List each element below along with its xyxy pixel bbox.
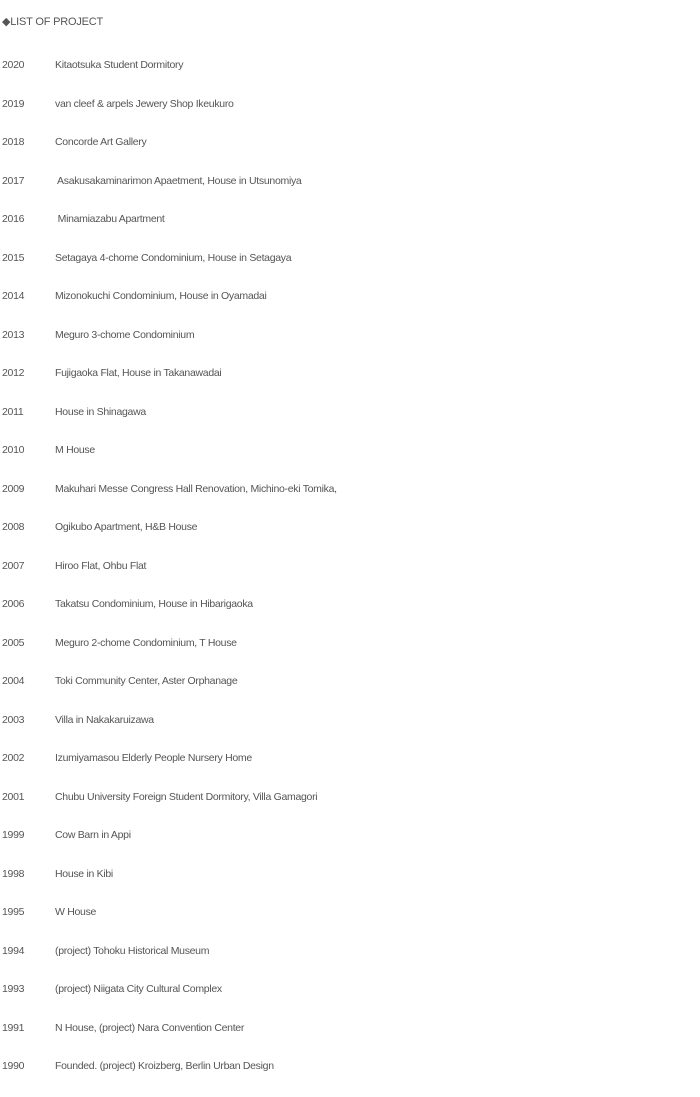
project-name: (project) Niigata City Cultural Complex (55, 983, 222, 995)
project-year: 2007 (2, 559, 25, 572)
project-row (0, 558, 700, 597)
project-row (0, 981, 700, 1020)
project-list (0, 57, 700, 1097)
project-name: House in Shinagawa (55, 405, 146, 418)
project-row (0, 635, 700, 674)
project-name: Founded. (project) Kroizberg, Berlin Urban Design (55, 1060, 274, 1072)
project-name: N House, (project) Nara Convention Center (55, 1021, 245, 1034)
project-year: 1990 (2, 1060, 25, 1072)
project-name: Ogikubo Apartment, H&B House (55, 521, 198, 533)
project-name: Hiroo Flat, Ohbu Flat (55, 559, 147, 572)
project-row (0, 404, 700, 443)
project-name: Izumiyamasou Elderly People Nursery Home (55, 752, 252, 764)
project-name: W House (55, 906, 97, 918)
project-year: 2012 (2, 367, 25, 379)
project-name: Fujigaoka Flat, House in Takanawadai (55, 367, 222, 379)
project-row (0, 288, 700, 327)
project-row (0, 134, 700, 173)
project-row (0, 365, 700, 404)
project-row (0, 673, 700, 712)
project-row (0, 519, 700, 558)
project-row (0, 827, 700, 866)
project-year: 2018 (2, 136, 25, 148)
project-name: Meguro 2-chome Condominium, T House (55, 636, 237, 649)
page-title (2, 14, 103, 30)
project-year: 1994 (2, 944, 25, 957)
project-row (0, 481, 700, 520)
project-year: 2005 (2, 636, 25, 649)
project-year: 1993 (2, 983, 25, 995)
project-row (0, 712, 700, 751)
project-name: Toki Community Center, Aster Orphanage (55, 675, 238, 687)
project-year: 1991 (2, 1021, 25, 1034)
project-name: Mizonokuchi Condominium, House in Oyamadai (55, 290, 267, 302)
project-year: 2016 (2, 213, 25, 225)
project-year: 2010 (2, 444, 25, 456)
project-year: 2009 (2, 482, 25, 495)
project-year: 2017 (2, 174, 25, 187)
project-row (0, 866, 700, 905)
project-row (0, 96, 700, 135)
project-name: Meguro 3-chome Condominium (55, 328, 195, 341)
project-name: House in Kibi (55, 867, 113, 880)
project-name: (project) Tohoku Historical Museum (55, 944, 210, 957)
project-year: 1999 (2, 829, 25, 841)
project-year: 2011 (2, 405, 24, 418)
project-year: 1998 (2, 867, 25, 880)
project-name: Makuhari Messe Congress Hall Renovation, Michino-eki Tomika, (55, 482, 337, 495)
project-row (0, 57, 700, 96)
project-year: 2003 (2, 713, 25, 726)
project-row (0, 173, 700, 212)
project-year: 2006 (2, 598, 25, 610)
project-row (0, 211, 700, 250)
project-year: 2020 (2, 59, 25, 71)
project-row (0, 596, 700, 635)
project-year: 2008 (2, 521, 25, 533)
project-row (0, 442, 700, 481)
project-year: 2004 (2, 675, 25, 687)
page-title-text: LIST OF PROJECT (10, 16, 104, 28)
project-year: 2019 (2, 97, 25, 110)
project-row (0, 750, 700, 789)
project-year: 2014 (2, 290, 25, 302)
project-name: Takatsu Condominium, House in Hibarigaoka (55, 598, 253, 610)
project-row (0, 250, 700, 289)
project-name: van cleef & arpels Jewery Shop Ikeukuro (55, 97, 234, 110)
project-name: Villa in Nakakaruizawa (55, 713, 154, 726)
project-row (0, 1020, 700, 1059)
project-name: Concorde Art Gallery (55, 136, 147, 148)
project-name: Asakusakaminarimon Apaetment, House in Utsunomiya (55, 174, 302, 187)
project-year: 2015 (2, 251, 25, 264)
diamond-icon: ◆ (2, 16, 11, 28)
project-name: Kitaotsuka Student Dormitory (55, 59, 184, 71)
project-year: 2001 (2, 790, 25, 803)
project-row (0, 327, 700, 366)
project-name: Setagaya 4-chome Condominium, House in Setagaya (55, 251, 292, 264)
project-name: Cow Barn in Appi (55, 829, 131, 841)
project-name: M House (55, 444, 95, 456)
project-row (0, 943, 700, 982)
project-row (0, 904, 700, 943)
project-name: Minamiazabu Apartment (55, 213, 165, 225)
project-row (0, 789, 700, 828)
project-year: 2002 (2, 752, 25, 764)
project-year: 2013 (2, 328, 25, 341)
project-year: 1995 (2, 906, 25, 918)
project-name: Chubu University Foreign Student Dormitory, Villa Gamagori (55, 790, 318, 803)
